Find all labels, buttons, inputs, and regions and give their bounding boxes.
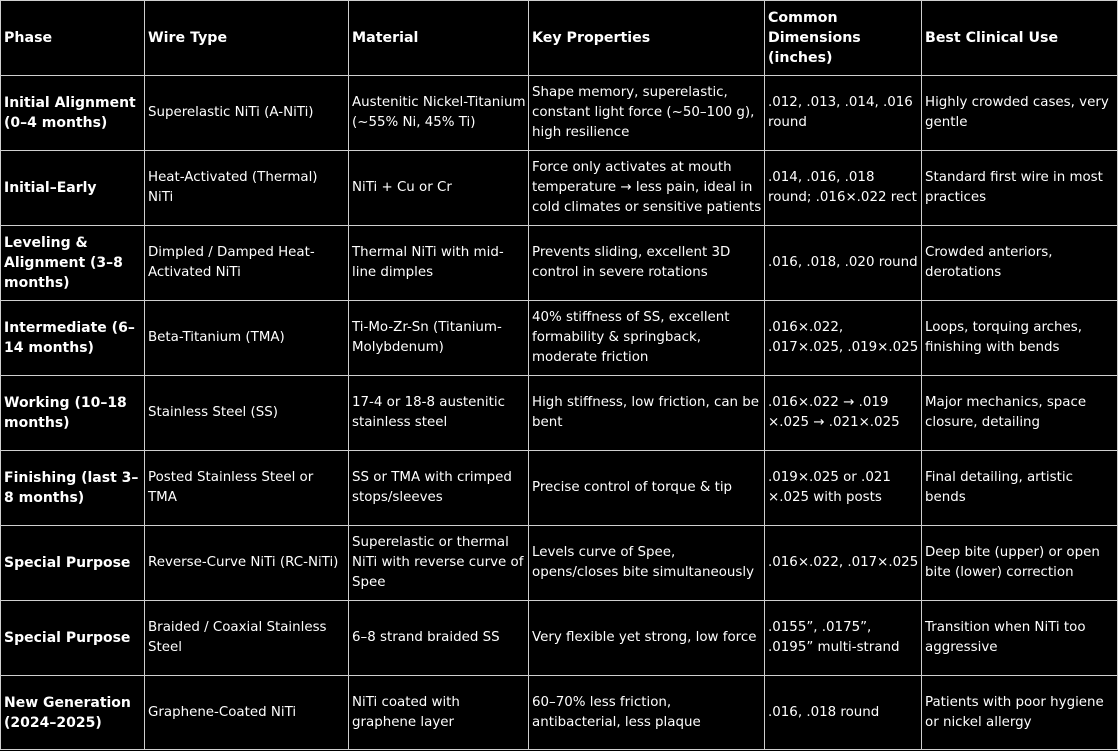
cell-key-properties: 40% stiffness of SS, excellent formability & springback, moderate friction xyxy=(529,301,765,376)
cell-dimensions: .019×.025 or .021 ×.025 with posts xyxy=(765,451,922,526)
cell-clinical-use: Patients with poor hygiene or nickel allergy xyxy=(922,676,1118,750)
cell-key-properties: Very flexible yet strong, low force xyxy=(529,601,765,676)
cell-wire-type: Dimpled / Damped Heat-Activated NiTi xyxy=(145,226,349,301)
cell-material: NiTi coated with graphene layer xyxy=(349,676,529,750)
cell-wire-type: Graphene-Coated NiTi xyxy=(145,676,349,750)
table-row xyxy=(1,601,1118,676)
cell-phase: New Generation (2024–2025) xyxy=(1,676,145,750)
table-row xyxy=(1,451,1118,526)
cell-key-properties: Precise control of torque & tip xyxy=(529,451,765,526)
table-row xyxy=(1,76,1118,151)
cell-clinical-use: Crowded anteriors, derotations xyxy=(922,226,1118,301)
table-row xyxy=(1,151,1118,226)
cell-wire-type: Stainless Steel (SS) xyxy=(145,376,349,451)
cell-material: Superelastic or thermal NiTi with reverse curve of Spee xyxy=(349,526,529,601)
header-phase: Phase xyxy=(1,1,145,76)
cell-phase: Working (10–18 months) xyxy=(1,376,145,451)
header-wire-type: Wire Type xyxy=(145,1,349,76)
cell-material: SS or TMA with crimped stops/sleeves xyxy=(349,451,529,526)
cell-clinical-use: Loops, torquing arches, finishing with bends xyxy=(922,301,1118,376)
cell-clinical-use: Major mechanics, space closure, detailing xyxy=(922,376,1118,451)
cell-dimensions: .016×.022 → .019 ×.025 → .021×.025 xyxy=(765,376,922,451)
cell-phase: Special Purpose xyxy=(1,601,145,676)
cell-phase: Initial Alignment (0–4 months) xyxy=(1,76,145,151)
cell-key-properties: High stiffness, low friction, can be bent xyxy=(529,376,765,451)
cell-key-properties: 60–70% less friction, antibacterial, less plaque xyxy=(529,676,765,750)
cell-dimensions: .014, .016, .018 round; .016×.022 rect xyxy=(765,151,922,226)
table-row xyxy=(1,676,1118,750)
table-row xyxy=(1,226,1118,301)
table-row xyxy=(1,526,1118,601)
cell-dimensions: .016×.022, .017×.025, .019×.025 xyxy=(765,301,922,376)
cell-key-properties: Shape memory, superelastic, constant light force (~50–100 g), high resilience xyxy=(529,76,765,151)
table-row xyxy=(1,301,1118,376)
cell-wire-type: Reverse-Curve NiTi (RC-NiTi) xyxy=(145,526,349,601)
cell-wire-type: Heat-Activated (Thermal) NiTi xyxy=(145,151,349,226)
header-common-dimensions: Common Dimensions (inches) xyxy=(765,1,922,76)
cell-clinical-use: Transition when NiTi too aggressive xyxy=(922,601,1118,676)
cell-material: NiTi + Cu or Cr xyxy=(349,151,529,226)
cell-phase: Initial–Early xyxy=(1,151,145,226)
cell-wire-type: Beta-Titanium (TMA) xyxy=(145,301,349,376)
cell-material: Ti-Mo-Zr-Sn (Titanium-Molybdenum) xyxy=(349,301,529,376)
cell-clinical-use: Highly crowded cases, very gentle xyxy=(922,76,1118,151)
cell-wire-type: Braided / Coaxial Stainless Steel xyxy=(145,601,349,676)
cell-wire-type: Posted Stainless Steel or TMA xyxy=(145,451,349,526)
header-key-properties: Key Properties xyxy=(529,1,765,76)
cell-key-properties: Force only activates at mouth temperature → less pain, ideal in cold climates or sensitive patients xyxy=(529,151,765,226)
cell-key-properties: Levels curve of Spee, opens/closes bite simultaneously xyxy=(529,526,765,601)
cell-clinical-use: Final detailing, artistic bends xyxy=(922,451,1118,526)
table-row xyxy=(1,376,1118,451)
header-row xyxy=(1,1,1118,76)
cell-clinical-use: Standard first wire in most practices xyxy=(922,151,1118,226)
header-best-clinical-use: Best Clinical Use xyxy=(922,1,1118,76)
cell-dimensions: .012, .013, .014, .016 round xyxy=(765,76,922,151)
cell-phase: Leveling & Alignment (3–8 months) xyxy=(1,226,145,301)
cell-key-properties: Prevents sliding, excellent 3D control in severe rotations xyxy=(529,226,765,301)
cell-material: Thermal NiTi with mid-line dimples xyxy=(349,226,529,301)
cell-material: 6–8 strand braided SS xyxy=(349,601,529,676)
cell-dimensions: .016, .018 round xyxy=(765,676,922,750)
cell-wire-type: Superelastic NiTi (A-NiTi) xyxy=(145,76,349,151)
header-material: Material xyxy=(349,1,529,76)
cell-phase: Intermediate (6–14 months) xyxy=(1,301,145,376)
cell-phase: Finishing (last 3–8 months) xyxy=(1,451,145,526)
cell-dimensions: .016, .018, .020 round xyxy=(765,226,922,301)
cell-dimensions: .0155”, .0175”, .0195” multi-strand xyxy=(765,601,922,676)
cell-dimensions: .016×.022, .017×.025 xyxy=(765,526,922,601)
cell-material: 17-4 or 18-8 austenitic stainless steel xyxy=(349,376,529,451)
cell-material: Austenitic Nickel-Titanium (~55% Ni, 45% Ti) xyxy=(349,76,529,151)
cell-clinical-use: Deep bite (upper) or open bite (lower) correction xyxy=(922,526,1118,601)
cell-phase: Special Purpose xyxy=(1,526,145,601)
